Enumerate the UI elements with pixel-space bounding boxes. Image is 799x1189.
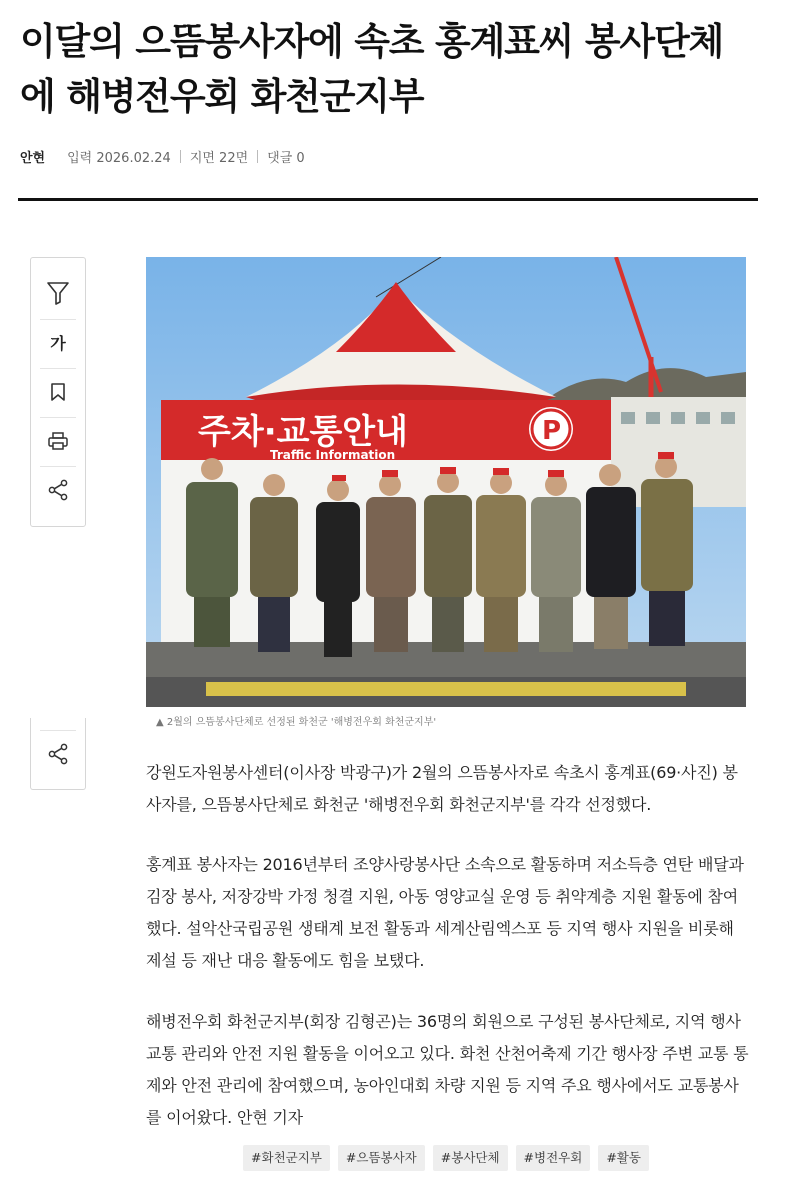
filter-button[interactable] — [40, 270, 76, 316]
body-paragraph-3: 해병전우회 화천군지부(회장 김형곤)는 36명의 회원으로 구성된 봉사단체로, 지역 행사 교통 관리와 안전 지원 활동을 이어오고 있다. 화천 산천어축제 기간 행사장 주변 교통 통제와 안전 관리에 참여했으며, 농아인대회 차량 지원 등 지역 주요 행사에서도 교통봉사를 이어왔다. 안현 기자 — [146, 1012, 749, 1127]
byline-divider — [257, 150, 258, 163]
article-toolbar — [30, 257, 86, 527]
photo-caption: ▲ 2월의 으뜸봉사단체로 선정된 화천군 '해병전우회 화천군지부' — [156, 717, 437, 728]
header-divider — [18, 198, 758, 201]
sign-sub-text: Traffic Information — [270, 448, 396, 462]
share-icon — [47, 743, 69, 765]
share-icon — [47, 479, 69, 501]
tag-chip[interactable]: #병전우회 — [516, 1145, 591, 1171]
tag-chip[interactable]: #활동 — [598, 1145, 649, 1171]
sign-main-text: 주차·교통안내 — [198, 412, 408, 452]
print-page: 지면 22면 — [189, 150, 249, 166]
headline-line-2: 에 해병전우회 화천군지부 — [20, 75, 424, 118]
byline-divider — [180, 150, 181, 163]
body-paragraph-1: 강원도자원봉사센터(이사장 박광구)가 2월의 으뜸봉사자로 속초시 홍계표(69·사진) 봉사자를, 으뜸봉사단체로 화천군 '해병전우회 화천군지부'를 각각 선정했다. — [146, 763, 738, 814]
body-paragraph-2: 홍계표 봉사자는 2016년부터 조양사랑봉사단 소속으로 활동하며 저소득층 연탄 배달과 김장 봉사, 저장강박 가정 청결 지원, 아동 영양교실 운영 등 취약계층 지원 활동에 참여했다. 설악산국립공원 생태계 보전 활동과 세계산림엑스포 등 지역 행사 지원을 비롯해 제설 등 재난 대응 활동에도 힘을 보탰다. — [146, 855, 744, 970]
author-name[interactable]: 안현 — [20, 150, 46, 166]
bookmark-icon — [49, 382, 67, 402]
comment-count[interactable]: 댓글 0 — [267, 150, 305, 166]
tag-list — [0, 1145, 799, 1171]
print-icon — [47, 431, 69, 451]
font-size-icon: 가 — [50, 334, 66, 353]
font-size-button[interactable] — [40, 319, 76, 365]
tag-chip[interactable]: #봉사단체 — [433, 1145, 508, 1171]
print-button[interactable] — [40, 417, 76, 463]
article-byline — [20, 146, 305, 166]
tag-chip[interactable]: #화천군지부 — [243, 1145, 330, 1171]
published-date: 입력 2026.02.24 — [67, 150, 171, 166]
share-button[interactable] — [40, 730, 76, 776]
share-button[interactable] — [40, 466, 76, 512]
article-headline — [20, 14, 760, 124]
bookmark-button[interactable] — [40, 368, 76, 414]
floating-share-bar — [30, 718, 86, 790]
tag-chip[interactable]: #으뜸봉사자 — [338, 1145, 425, 1171]
headline-line-1: 이달의 으뜸봉사자에 속초 홍계표씨 봉사단체 — [20, 20, 724, 63]
article-photo — [146, 257, 746, 707]
filter-icon — [46, 280, 70, 306]
sign-p-text: P — [542, 416, 562, 446]
